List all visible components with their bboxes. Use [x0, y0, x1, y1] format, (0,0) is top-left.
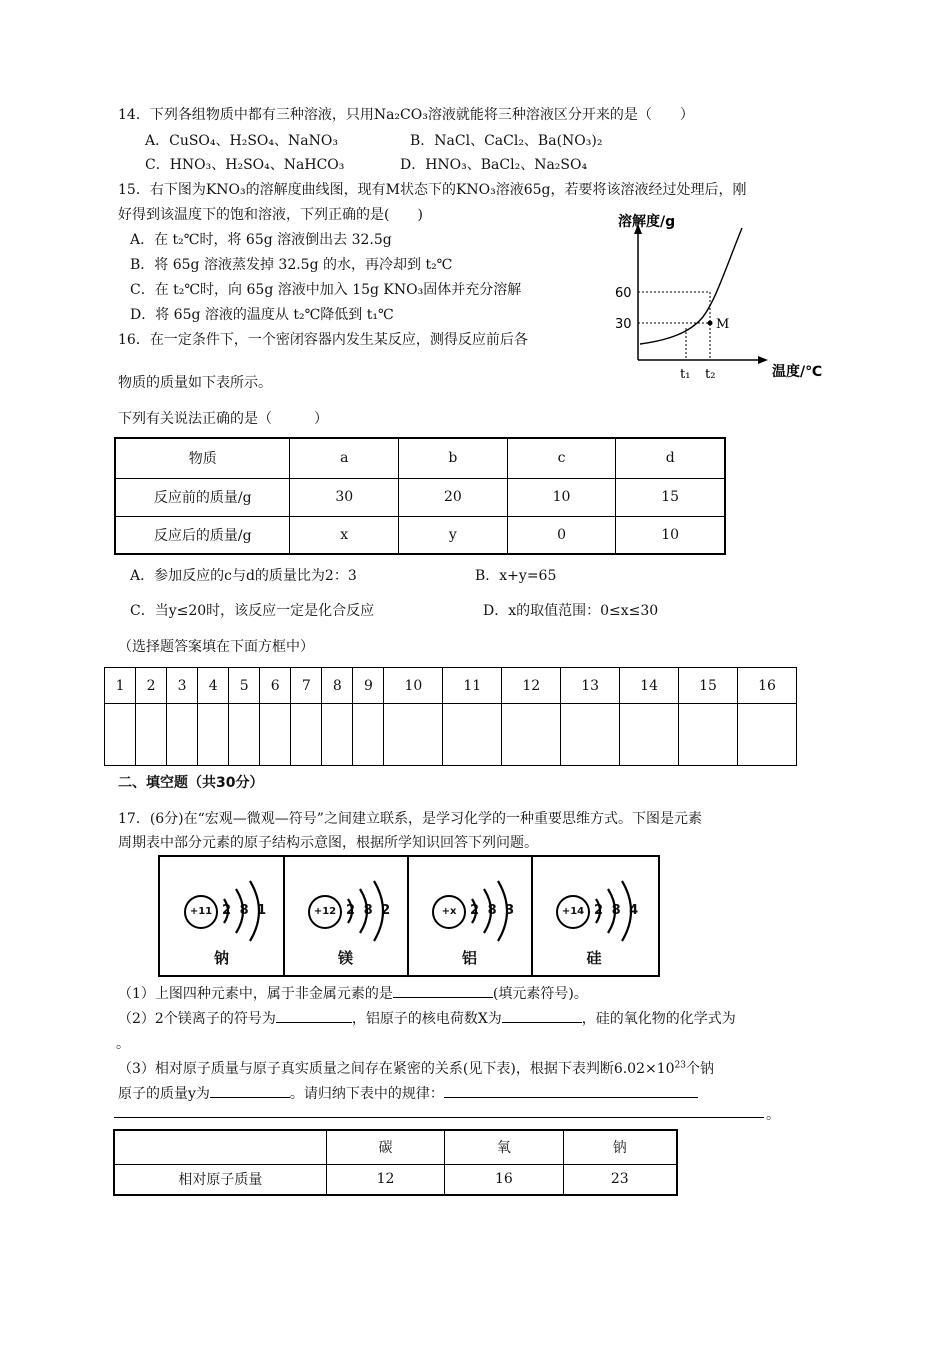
table-cell: 0: [507, 516, 616, 554]
q17-part3-line2: [118, 1083, 698, 1103]
electron-shells: 2 8 3: [470, 903, 517, 918]
graph-t2-label: t₂: [705, 367, 716, 382]
atom-cell-magnesium: [284, 857, 409, 975]
atom-cell-silicon: [532, 857, 656, 975]
q14-option-b: B．NaCl、CaCl₂、Ba(NO₃)₂: [410, 133, 603, 149]
section-title: 二、填空题（共30分）: [118, 775, 264, 791]
q17-part2-period: 。: [116, 1036, 130, 1052]
table-row: [115, 478, 725, 516]
q17-part3-text: （3）相对原子质量与原子真实质量之间存在紧密的关系(见下表)，根据下表判断6.02×10: [118, 1061, 675, 1077]
table-cell: x: [290, 516, 399, 554]
atom-name: 铝: [461, 949, 477, 967]
q16-option-c: C．当y≤20时，该反应一定是化合反应: [130, 603, 375, 619]
q17-part3: [118, 1058, 714, 1078]
q16-mass-table: [114, 437, 726, 555]
atom-name: 镁: [337, 949, 353, 967]
graph-ylabel: 溶解度/g: [618, 214, 676, 230]
answer-box[interactable]: [737, 704, 796, 766]
q16-option-a: A．参加反应的c与d的质量比为2：3: [130, 568, 357, 584]
q17-part2-end: ，硅的氧化物的化学式为: [581, 1011, 736, 1027]
electron-shells: 2 8 4: [594, 903, 641, 918]
q17-part2: [118, 1008, 736, 1028]
answer-blank[interactable]: [276, 1008, 352, 1023]
answer-box[interactable]: [167, 704, 198, 766]
q14-stem: 14．下列各组物质中都有三种溶液，只用Na₂CO₃溶液就能将三种溶液区分开来的是（ ）: [118, 107, 694, 123]
q17-part3-text-cont: 个钠: [686, 1061, 714, 1077]
answer-number-cell: 14: [620, 668, 679, 704]
q14-option-c: C．HNO₃、H₂SO₄、NaHCO₃: [145, 157, 345, 173]
answer-blank[interactable]: [502, 1008, 582, 1023]
table-row: [115, 438, 725, 478]
atom-cell-aluminum: [408, 857, 533, 975]
q15-option-b: B．将 65g 溶液蒸发掉 32.5g 的水，再冷却到 t₂℃: [130, 257, 453, 273]
atom-name: 钠: [213, 949, 229, 967]
table-cell: 反应后的质量/g: [115, 516, 290, 554]
answer-number-cell: 7: [291, 668, 322, 704]
answer-number-cell: 12: [502, 668, 561, 704]
q17-stem-line1: 17．(6分)在“宏观—微观—符号”之间建立联系，是学习化学的一种重要思维方式。下图是元素: [118, 811, 702, 827]
answer-box[interactable]: [620, 704, 679, 766]
shell-arcs-icon: [340, 871, 400, 951]
answer-number-cell: 5: [229, 668, 260, 704]
table-cell: 碳: [326, 1130, 444, 1164]
answer-number-cell: 15: [679, 668, 738, 704]
atom-name: 硅: [586, 949, 602, 967]
answer-number-cell: 10: [384, 668, 443, 704]
atom-cell-sodium: [160, 857, 285, 975]
table-row: [114, 1130, 677, 1164]
table-cell: 16: [445, 1164, 563, 1195]
answer-blank[interactable]: [393, 983, 493, 998]
atomic-mass-table: [113, 1129, 678, 1196]
table-cell: 10: [616, 516, 725, 554]
answer-number-cell: 1: [105, 668, 136, 704]
answer-box[interactable]: [105, 704, 136, 766]
nucleus-circle: +14: [556, 895, 590, 929]
answer-number-cell: 8: [322, 668, 353, 704]
nucleus-circle: +12: [308, 895, 342, 929]
q16-stem-line2: 物质的质量如下表所示。: [118, 375, 272, 391]
table-cell: 23: [563, 1164, 677, 1195]
answer-grid: [104, 667, 797, 766]
table-cell: y: [399, 516, 508, 554]
table-cell: a: [290, 438, 399, 478]
answer-box[interactable]: [679, 704, 738, 766]
nucleus-circle: +11: [184, 895, 218, 929]
graph-point-label: M: [716, 317, 730, 332]
answer-box[interactable]: [561, 704, 620, 766]
q17-part3-exponent: 23: [674, 1060, 686, 1071]
q17-stem-line2: 周期表中部分元素的原子结构示意图，根据所学知识回答下列问题。: [118, 835, 538, 851]
q17-part2-mid: ，铝原子的核电荷数X为: [351, 1011, 502, 1027]
table-cell: [114, 1130, 326, 1164]
q15-option-a: A．在 t₂℃时，将 65g 溶液倒出去 32.5g: [130, 232, 392, 248]
shell-arcs-icon: [216, 871, 276, 951]
table-cell: 20: [399, 478, 508, 516]
answer-number-cell: 3: [167, 668, 198, 704]
answer-box[interactable]: [136, 704, 167, 766]
table-cell: d: [616, 438, 725, 478]
q17-part1: [118, 983, 588, 1003]
shell-arcs-icon: [464, 871, 524, 951]
graph-t1-label: t₁: [680, 367, 691, 382]
solubility-graph: [610, 210, 840, 385]
q16-stem-line1: 16．在一定条件下，一个密闭容器内发生某反应，测得反应前后各: [118, 332, 528, 348]
answer-number-cell: 2: [136, 668, 167, 704]
answer-blank[interactable]: [210, 1083, 290, 1098]
answer-number-cell: 16: [737, 668, 796, 704]
electron-shells: 2 8 2: [346, 903, 393, 918]
q15-stem-line1: 15．右下图为KNO₃的溶解度曲线图，现有M状态下的KNO₃溶液65g，若要将该溶液经过处理后，刚: [118, 182, 747, 198]
x-axis-arrow: [758, 356, 768, 364]
q17-part1-text: （1）上图四种元素中，属于非金属元素的是: [118, 986, 393, 1002]
q14-option-a: A．CuSO₄、H₂SO₄、NaNO₃: [145, 133, 338, 149]
table-row: [115, 516, 725, 554]
graph-tick-60: 60: [615, 286, 632, 301]
answer-number-cell: 4: [198, 668, 229, 704]
table-cell: 钠: [563, 1130, 677, 1164]
answer-blank[interactable]: [444, 1083, 698, 1098]
answer-box[interactable]: [502, 704, 561, 766]
q16-option-b: B．x+y=65: [475, 568, 557, 584]
answer-number-cell: 13: [561, 668, 620, 704]
answer-box[interactable]: [322, 704, 353, 766]
q15-option-c: C．在 t₂℃时，向 65g 溶液中加入 15g KNO₃固体并充分溶解: [130, 282, 522, 298]
graph-xlabel: 温度/℃: [772, 364, 823, 380]
table-cell: 15: [616, 478, 725, 516]
answer-number-cell: 6: [260, 668, 291, 704]
q15-stem-line2: 好得到该温度下的饱和溶液，下列正确的是( ): [118, 207, 423, 223]
q16-option-d: D．x的取值范围：0≤x≤30: [483, 603, 659, 619]
answer-blank-long[interactable]: [114, 1103, 764, 1118]
answer-box[interactable]: [384, 704, 443, 766]
q17-part3-text3: 。请归纳下表中的规律：: [289, 1086, 444, 1102]
table-cell: 30: [290, 478, 399, 516]
graph-tick-30: 30: [615, 317, 632, 332]
table-cell: b: [399, 438, 508, 478]
answer-number-row: [105, 668, 797, 704]
q17-part3-period: 。: [766, 1107, 780, 1123]
answer-box[interactable]: [198, 704, 229, 766]
nucleus-circle: +x: [432, 895, 466, 929]
answer-box[interactable]: [229, 704, 260, 766]
table-row: [114, 1164, 677, 1195]
q17-part3-text2: 原子的质量y为: [118, 1086, 210, 1102]
q17-part2-text: （2）2个镁离子的符号为: [118, 1011, 276, 1027]
table-cell: 氧: [445, 1130, 563, 1164]
table-cell: 12: [326, 1164, 444, 1195]
q14-option-d: D．HNO₃、BaCl₂、Na₂SO₄: [400, 157, 588, 173]
answer-box[interactable]: [260, 704, 291, 766]
q17-part1-suffix: (填元素符号)。: [492, 986, 588, 1002]
table-cell: 相对原子质量: [114, 1164, 326, 1195]
electron-shells: 2 8 1: [222, 903, 269, 918]
point-m: [708, 321, 713, 326]
q16-stem-line3: 下列有关说法正确的是（ ）: [118, 411, 328, 427]
table-cell: 物质: [115, 438, 290, 478]
shell-arcs-icon: [588, 871, 648, 951]
q15-option-d: D．将 65g 溶液的温度从 t₂℃降低到 t₁℃: [130, 307, 394, 323]
answer-box-row: [105, 704, 797, 766]
table-cell: 反应前的质量/g: [115, 478, 290, 516]
answer-note: （选择题答案填在下面方框中）: [118, 639, 314, 655]
answer-number-cell: 11: [443, 668, 502, 704]
answer-number-cell: 9: [353, 668, 384, 704]
answer-box[interactable]: [353, 704, 384, 766]
table-cell: c: [507, 438, 616, 478]
answer-box[interactable]: [291, 704, 322, 766]
answer-box[interactable]: [443, 704, 502, 766]
atom-structure-diagram: [158, 855, 660, 977]
table-cell: 10: [507, 478, 616, 516]
